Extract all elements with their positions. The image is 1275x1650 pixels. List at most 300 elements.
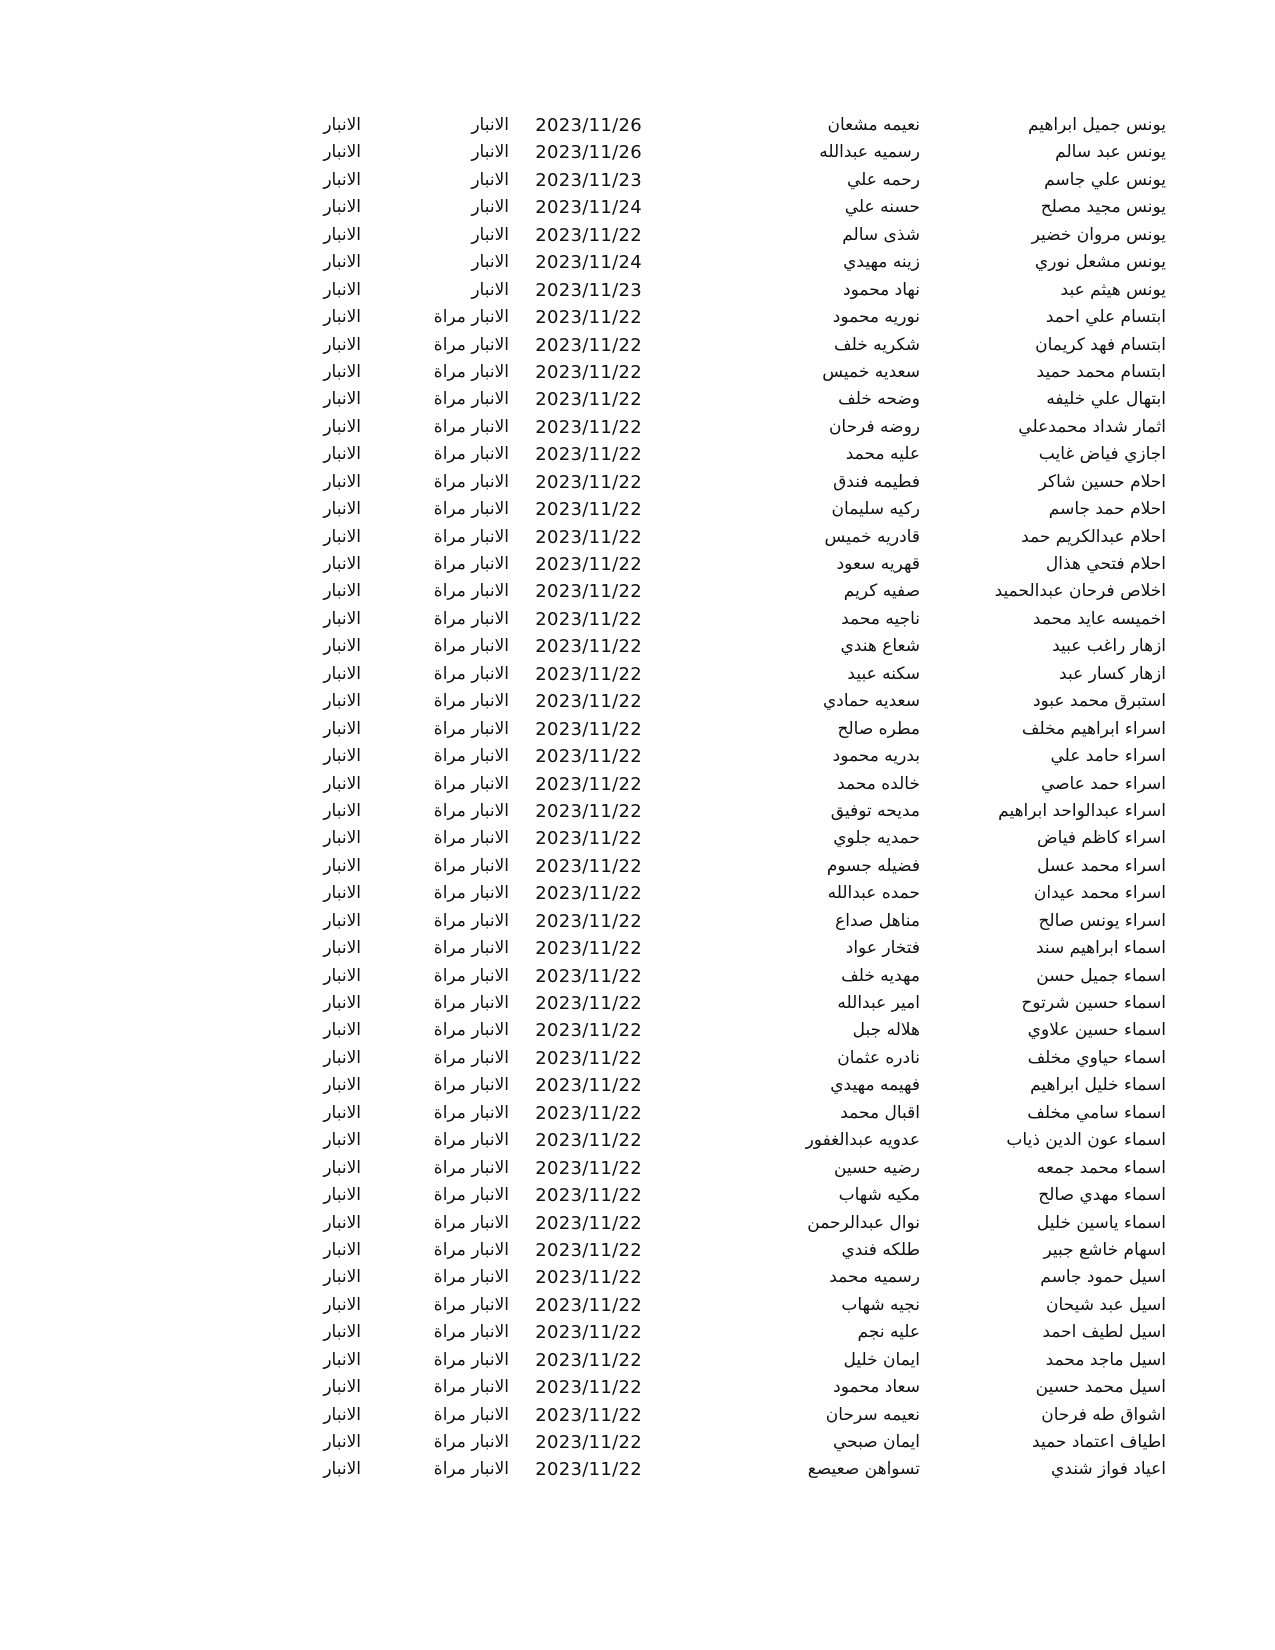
- category-cell: الانبار مراة: [433, 910, 509, 931]
- table-row: [0, 304, 1275, 331]
- full-name-cell: اسراء عبدالواحد ابراهيم: [998, 800, 1166, 821]
- mother-name-cell: خالده محمد: [837, 773, 920, 794]
- full-name-cell: اخميسه عايد محمد: [1032, 608, 1166, 629]
- mother-name-cell: ايمان صبحي: [832, 1432, 920, 1452]
- table-row: [0, 1017, 1275, 1044]
- governorate-cell: الانبار: [323, 389, 361, 410]
- mother-name-cell: شذى سالم: [842, 224, 920, 245]
- governorate-cell: الانبار: [323, 554, 361, 574]
- table-row: [0, 880, 1275, 907]
- governorate-cell: الانبار: [323, 608, 361, 629]
- category-cell: الانبار مراة: [433, 636, 509, 657]
- category-cell: الانبار مراة: [433, 444, 509, 465]
- date-cell: 2023/11/22: [535, 965, 642, 987]
- full-name-cell: استبرق محمد عبود: [1032, 691, 1166, 712]
- category-cell: الانبار مراة: [433, 389, 509, 410]
- mother-name-cell: رحمه علي: [846, 169, 920, 190]
- category-cell: الانبار: [471, 142, 509, 163]
- category-cell: الانبار مراة: [433, 1322, 509, 1343]
- table-row: [0, 1182, 1275, 1209]
- date-cell: 2023/11/22: [535, 608, 642, 630]
- table-row: [0, 496, 1275, 523]
- mother-name-cell: عليه نجم: [857, 1322, 920, 1343]
- mother-name-cell: مناهل صداع: [835, 910, 920, 931]
- category-cell: الانبار مراة: [433, 1020, 509, 1041]
- full-name-cell: اسماء سامي مخلف: [1027, 1102, 1166, 1123]
- full-name-cell: يونس علي جاسم: [1044, 169, 1166, 190]
- date-cell: 2023/11/24: [535, 252, 642, 274]
- category-cell: الانبار: [471, 224, 509, 245]
- governorate-cell: الانبار: [323, 1157, 361, 1178]
- mother-name-cell: روضه فرحان: [828, 416, 920, 437]
- mother-name-cell: امير عبدالله: [837, 993, 920, 1013]
- governorate-cell: الانبار: [323, 636, 361, 657]
- table-row: [0, 1155, 1275, 1182]
- category-cell: الانبار مراة: [433, 1075, 509, 1096]
- table-row: [0, 825, 1275, 852]
- date-cell: 2023/11/22: [535, 1432, 642, 1453]
- full-name-cell: اسراء ابراهيم مخلف: [1021, 718, 1166, 739]
- governorate-cell: الانبار: [323, 197, 361, 218]
- full-name-cell: اسيل ماجد محمد: [1045, 1349, 1166, 1370]
- date-cell: 2023/11/22: [535, 1075, 642, 1097]
- governorate-cell: الانبار: [323, 855, 361, 876]
- category-cell: الانبار مراة: [433, 993, 509, 1013]
- governorate-cell: الانبار: [323, 883, 361, 904]
- table-row: [0, 112, 1275, 139]
- table-row: [0, 551, 1275, 578]
- full-name-cell: اسماء ياسين خليل: [1036, 1212, 1166, 1233]
- full-name-cell: اسيل لطيف احمد: [1042, 1322, 1166, 1343]
- category-cell: الانبار مراة: [433, 1404, 509, 1425]
- category-cell: الانبار مراة: [433, 1432, 509, 1452]
- table-row: [0, 1347, 1275, 1374]
- date-cell: 2023/11/22: [535, 883, 642, 905]
- governorate-cell: الانبار: [323, 361, 361, 382]
- date-cell: 2023/11/22: [535, 1459, 642, 1481]
- full-name-cell: اسيل عبد شيحان: [1046, 1294, 1166, 1315]
- date-cell: 2023/11/24: [535, 197, 642, 219]
- full-name-cell: احلام حسين شاكر: [1038, 471, 1166, 492]
- date-cell: 2023/11/22: [535, 334, 642, 356]
- governorate-cell: الانبار: [323, 307, 361, 328]
- mother-name-cell: فتخار عواد: [845, 938, 920, 959]
- date-cell: 2023/11/22: [535, 1047, 642, 1069]
- full-name-cell: يونس مروان خضير: [1031, 224, 1166, 245]
- category-cell: الانبار مراة: [433, 938, 509, 959]
- date-cell: 2023/11/22: [535, 444, 642, 466]
- mother-name-cell: عليه محمد: [845, 444, 920, 465]
- mother-name-cell: نوال عبدالرحمن: [807, 1212, 920, 1233]
- category-cell: الانبار مراة: [433, 361, 509, 382]
- governorate-cell: الانبار: [323, 1020, 361, 1041]
- full-name-cell: اسراء حامد علي: [1050, 746, 1166, 767]
- mother-name-cell: سكنه عبيد: [847, 663, 920, 684]
- table-row: [0, 990, 1275, 1017]
- date-cell: 2023/11/22: [535, 526, 642, 548]
- category-cell: الانبار مراة: [433, 883, 509, 904]
- full-name-cell: احلام حمد جاسم: [1048, 499, 1166, 520]
- governorate-cell: الانبار: [323, 1404, 361, 1425]
- mother-name-cell: وضحه خلف: [838, 389, 920, 410]
- full-name-cell: اسماء حياوي مخلف: [1027, 1047, 1166, 1068]
- date-cell: 2023/11/26: [535, 115, 642, 136]
- mother-name-cell: رسميه محمد: [829, 1267, 920, 1288]
- governorate-cell: الانبار: [323, 1294, 361, 1315]
- mother-name-cell: نهاد محمود: [843, 279, 920, 300]
- full-name-cell: ابتهال علي خليفه: [1046, 389, 1166, 410]
- table-row: [0, 1429, 1275, 1456]
- category-cell: الانبار مراة: [433, 334, 509, 355]
- table-row: [0, 1072, 1275, 1099]
- governorate-cell: الانبار: [323, 828, 361, 849]
- category-cell: الانبار: [471, 115, 509, 135]
- date-cell: 2023/11/22: [535, 636, 642, 658]
- mother-name-cell: طلكه فندي: [841, 1239, 920, 1260]
- full-name-cell: ابتسام فهد كريمان: [1035, 334, 1166, 355]
- full-name-cell: اسماء حسين علاوي: [1027, 1020, 1166, 1041]
- mother-name-cell: سعديه حمادي: [822, 691, 920, 712]
- full-name-cell: اجازي فياض غايب: [1038, 444, 1166, 465]
- category-cell: الانبار مراة: [433, 1157, 509, 1178]
- full-name-cell: اسراء كاظم فياض: [1037, 828, 1166, 849]
- category-cell: الانبار: [471, 169, 509, 190]
- category-cell: الانبار مراة: [433, 855, 509, 876]
- table-row: [0, 469, 1275, 496]
- mother-name-cell: نجيه شهاب: [841, 1294, 920, 1315]
- date-cell: 2023/11/22: [535, 224, 642, 246]
- category-cell: الانبار مراة: [433, 828, 509, 849]
- mother-name-cell: سعاد محمود: [833, 1377, 920, 1398]
- table-row: [0, 139, 1275, 166]
- mother-name-cell: حمديه جلوي: [833, 828, 920, 849]
- full-name-cell: يونس جميل ابراهيم: [1027, 115, 1166, 135]
- table-row: [0, 1264, 1275, 1291]
- governorate-cell: الانبار: [323, 1102, 361, 1123]
- full-name-cell: يونس عبد سالم: [1055, 142, 1166, 163]
- category-cell: الانبار مراة: [433, 1130, 509, 1151]
- full-name-cell: اسيل حمود جاسم: [1040, 1267, 1166, 1288]
- date-cell: 2023/11/22: [535, 746, 642, 768]
- full-name-cell: ابتسام محمد حميد: [1036, 361, 1166, 382]
- date-cell: 2023/11/22: [535, 1377, 642, 1399]
- mother-name-cell: حسنه علي: [844, 197, 920, 218]
- category-cell: الانبار مراة: [433, 1239, 509, 1260]
- mother-name-cell: عدويه عبدالغفور: [805, 1130, 920, 1151]
- governorate-cell: الانبار: [323, 334, 361, 355]
- category-cell: الانبار مراة: [433, 663, 509, 684]
- mother-name-cell: سعديه خميس: [822, 361, 920, 382]
- mother-name-cell: مديحه توفيق: [830, 800, 920, 821]
- date-cell: 2023/11/22: [535, 1322, 642, 1344]
- date-cell: 2023/11/22: [535, 1020, 642, 1042]
- date-cell: 2023/11/22: [535, 361, 642, 383]
- governorate-cell: الانبار: [323, 1212, 361, 1233]
- mother-name-cell: قادريه خميس: [824, 526, 920, 547]
- date-cell: 2023/11/22: [535, 691, 642, 713]
- mother-name-cell: مطره صالح: [837, 718, 920, 739]
- date-cell: 2023/11/22: [535, 1212, 642, 1234]
- category-cell: الانبار مراة: [433, 718, 509, 739]
- governorate-cell: الانبار: [323, 1267, 361, 1288]
- date-cell: 2023/11/22: [535, 581, 642, 603]
- mother-name-cell: شكريه خلف: [834, 334, 920, 355]
- governorate-cell: الانبار: [323, 965, 361, 986]
- governorate-cell: الانبار: [323, 1075, 361, 1096]
- full-name-cell: اسماء خليل ابراهيم: [1030, 1075, 1166, 1096]
- table-row: [0, 1237, 1275, 1264]
- full-name-cell: ابتسام علي احمد: [1045, 307, 1166, 328]
- governorate-cell: الانبار: [323, 691, 361, 712]
- category-cell: الانبار مراة: [433, 1294, 509, 1315]
- category-cell: الانبار مراة: [433, 526, 509, 547]
- table-row: [0, 716, 1275, 743]
- governorate-cell: الانبار: [323, 1185, 361, 1206]
- governorate-cell: الانبار: [323, 910, 361, 931]
- category-cell: الانبار مراة: [433, 608, 509, 629]
- mother-name-cell: هلاله جبل: [852, 1020, 920, 1041]
- table-row: [0, 661, 1275, 688]
- governorate-cell: الانبار: [323, 471, 361, 492]
- date-cell: 2023/11/22: [535, 855, 642, 877]
- date-cell: 2023/11/22: [535, 828, 642, 850]
- governorate-cell: الانبار: [323, 526, 361, 547]
- table-row: [0, 222, 1275, 249]
- table-row: [0, 277, 1275, 304]
- full-name-cell: اسماء حسين شرتوح: [1021, 993, 1166, 1013]
- governorate-cell: الانبار: [323, 773, 361, 794]
- table-row: [0, 386, 1275, 413]
- mother-name-cell: رضيه حسين: [833, 1157, 920, 1178]
- date-cell: 2023/11/23: [535, 279, 642, 301]
- full-name-cell: اسهام خاشع جبير: [1043, 1239, 1166, 1260]
- mother-name-cell: ناجيه محمد: [841, 608, 920, 629]
- mother-name-cell: تسواهن صعيصع: [807, 1459, 920, 1480]
- date-cell: 2023/11/22: [535, 910, 642, 932]
- category-cell: الانبار مراة: [433, 746, 509, 767]
- table-row: [0, 1045, 1275, 1072]
- mother-name-cell: مهديه خلف: [841, 965, 920, 986]
- category-cell: الانبار مراة: [433, 416, 509, 437]
- category-cell: الانبار مراة: [433, 1102, 509, 1123]
- date-cell: 2023/11/22: [535, 993, 642, 1014]
- date-cell: 2023/11/22: [535, 773, 642, 795]
- table-row: [0, 1100, 1275, 1127]
- date-cell: 2023/11/22: [535, 1102, 642, 1124]
- table-row: [0, 414, 1275, 441]
- full-name-cell: اسماء جميل حسن: [1036, 965, 1166, 986]
- mother-name-cell: بدريه محمود: [832, 746, 920, 767]
- full-name-cell: اشواق طه فرحان: [1041, 1404, 1166, 1425]
- governorate-cell: الانبار: [323, 800, 361, 821]
- governorate-cell: الانبار: [323, 444, 361, 465]
- full-name-cell: يونس مجيد مصلح: [1040, 197, 1166, 218]
- date-cell: 2023/11/22: [535, 307, 642, 329]
- mother-name-cell: فهيمه مهيدي: [830, 1075, 920, 1096]
- full-name-cell: اسماء مهدي صالح: [1038, 1185, 1166, 1206]
- governorate-cell: الانبار: [323, 746, 361, 767]
- governorate-cell: الانبار: [323, 1239, 361, 1260]
- mother-name-cell: نادره عثمان: [837, 1047, 920, 1068]
- category-cell: الانبار مراة: [433, 691, 509, 712]
- table-row: [0, 1374, 1275, 1401]
- table-row: [0, 332, 1275, 359]
- date-cell: 2023/11/22: [535, 1185, 642, 1207]
- category-cell: الانبار مراة: [433, 471, 509, 492]
- table-row: [0, 524, 1275, 551]
- governorate-cell: الانبار: [323, 938, 361, 959]
- category-cell: الانبار مراة: [433, 773, 509, 794]
- table-row: [0, 606, 1275, 633]
- date-cell: 2023/11/22: [535, 1294, 642, 1316]
- date-cell: 2023/11/22: [535, 718, 642, 740]
- category-cell: الانبار مراة: [433, 1267, 509, 1288]
- governorate-cell: الانبار: [323, 1459, 361, 1480]
- governorate-cell: الانبار: [323, 142, 361, 163]
- date-cell: 2023/11/22: [535, 1239, 642, 1261]
- date-cell: 2023/11/22: [535, 471, 642, 493]
- full-name-cell: اسراء محمد عيدان: [1033, 883, 1166, 904]
- table-row: [0, 167, 1275, 194]
- category-cell: الانبار: [471, 197, 509, 218]
- table-row: [0, 194, 1275, 221]
- full-name-cell: يونس هيثم عبد: [1060, 279, 1166, 300]
- table-row: [0, 578, 1275, 605]
- governorate-cell: الانبار: [323, 169, 361, 190]
- full-name-cell: اسراء حمد عاصي: [1040, 773, 1166, 794]
- governorate-cell: الانبار: [323, 499, 361, 520]
- table-row: [0, 743, 1275, 770]
- governorate-cell: الانبار: [323, 718, 361, 739]
- full-name-cell: اخلاص فرحان عبدالحميد: [994, 581, 1166, 602]
- full-name-cell: احلام عبدالكريم حمد: [1021, 526, 1166, 547]
- table-row: [0, 633, 1275, 660]
- mother-name-cell: فطيمه فندق: [833, 471, 920, 492]
- full-name-cell: اطياف اعتماد حميد: [1032, 1432, 1166, 1452]
- category-cell: الانبار مراة: [433, 965, 509, 986]
- mother-name-cell: مكيه شهاب: [838, 1185, 920, 1206]
- mother-name-cell: قهريه سعود: [836, 554, 920, 574]
- mother-name-cell: شعاع هندي: [840, 636, 920, 657]
- table-row: [0, 441, 1275, 468]
- mother-name-cell: ايمان خليل: [843, 1349, 920, 1370]
- date-cell: 2023/11/22: [535, 554, 642, 575]
- governorate-cell: الانبار: [323, 279, 361, 300]
- date-cell: 2023/11/22: [535, 663, 642, 685]
- category-cell: الانبار مراة: [433, 800, 509, 821]
- mother-name-cell: صفيه كريم: [843, 581, 920, 602]
- table-row: [0, 935, 1275, 962]
- governorate-cell: الانبار: [323, 993, 361, 1013]
- date-cell: 2023/11/22: [535, 800, 642, 822]
- governorate-cell: الانبار: [323, 252, 361, 273]
- governorate-cell: الانبار: [323, 224, 361, 245]
- full-name-cell: اسماء محمد جمعه: [1036, 1157, 1166, 1178]
- category-cell: الانبار: [471, 252, 509, 273]
- full-name-cell: اسماء ابراهيم سند: [1035, 938, 1166, 959]
- category-cell: الانبار مراة: [433, 499, 509, 520]
- governorate-cell: الانبار: [323, 581, 361, 602]
- full-name-cell: اعياد فواز شندي: [1051, 1459, 1166, 1480]
- governorate-cell: الانبار: [323, 416, 361, 437]
- category-cell: الانبار مراة: [433, 554, 509, 574]
- governorate-cell: الانبار: [323, 1349, 361, 1370]
- mother-name-cell: زينه مهيدي: [843, 252, 920, 273]
- governorate-cell: الانبار: [323, 1047, 361, 1068]
- full-name-cell: اسيل محمد حسين: [1035, 1377, 1166, 1398]
- table-row: [0, 1292, 1275, 1319]
- category-cell: الانبار: [471, 279, 509, 300]
- date-cell: 2023/11/22: [535, 1267, 642, 1289]
- table-row: [0, 688, 1275, 715]
- full-name-cell: احلام فتحي هذال: [1045, 554, 1166, 574]
- table-row: [0, 908, 1275, 935]
- full-name-cell: اسماء عون الدين ذياب: [1006, 1130, 1166, 1151]
- mother-name-cell: ركيه سليمان: [831, 499, 920, 520]
- governorate-cell: الانبار: [323, 1322, 361, 1343]
- governorate-cell: الانبار: [323, 663, 361, 684]
- table-row: [0, 853, 1275, 880]
- category-cell: الانبار مراة: [433, 1377, 509, 1398]
- table-row: [0, 1127, 1275, 1154]
- date-cell: 2023/11/22: [535, 499, 642, 521]
- date-cell: 2023/11/22: [535, 416, 642, 438]
- table-row: [0, 249, 1275, 276]
- mother-name-cell: فضيله جسوم: [826, 855, 920, 876]
- table-row: [0, 1402, 1275, 1429]
- mother-name-cell: نوريه محمود: [832, 307, 920, 328]
- mother-name-cell: اقبال محمد: [840, 1102, 920, 1123]
- date-cell: 2023/11/23: [535, 169, 642, 191]
- table-row: [0, 1456, 1275, 1483]
- date-cell: 2023/11/26: [535, 142, 642, 164]
- category-cell: الانبار مراة: [433, 1212, 509, 1233]
- full-name-cell: اسراء يونس صالح: [1038, 910, 1166, 931]
- governorate-cell: الانبار: [323, 1432, 361, 1452]
- mother-name-cell: رسميه عبدالله: [819, 142, 920, 163]
- date-cell: 2023/11/22: [535, 1349, 642, 1371]
- records-table: [0, 112, 1275, 1484]
- table-row: [0, 963, 1275, 990]
- category-cell: الانبار مراة: [433, 1459, 509, 1480]
- date-cell: 2023/11/22: [535, 1130, 642, 1152]
- category-cell: الانبار مراة: [433, 1349, 509, 1370]
- full-name-cell: ازهار راغب عبيد: [1052, 636, 1166, 657]
- mother-name-cell: نعيمه مشعان: [827, 115, 920, 135]
- category-cell: الانبار مراة: [433, 581, 509, 602]
- table-row: [0, 1210, 1275, 1237]
- date-cell: 2023/11/22: [535, 389, 642, 411]
- full-name-cell: اسراء محمد عسل: [1037, 855, 1166, 876]
- mother-name-cell: حمده عبدالله: [827, 883, 920, 904]
- governorate-cell: الانبار: [323, 1130, 361, 1151]
- date-cell: 2023/11/22: [535, 1404, 642, 1426]
- full-name-cell: يونس مشعل نوري: [1034, 252, 1166, 273]
- table-row: [0, 359, 1275, 386]
- full-name-cell: اثمار شداد محمدعلي: [1018, 416, 1166, 437]
- date-cell: 2023/11/22: [535, 1157, 642, 1179]
- category-cell: الانبار مراة: [433, 1185, 509, 1206]
- category-cell: الانبار مراة: [433, 1047, 509, 1068]
- governorate-cell: الانبار: [323, 1377, 361, 1398]
- table-row: [0, 798, 1275, 825]
- date-cell: 2023/11/22: [535, 938, 642, 960]
- category-cell: الانبار مراة: [433, 307, 509, 328]
- governorate-cell: الانبار: [323, 115, 361, 135]
- mother-name-cell: نعيمه سرحان: [825, 1404, 920, 1425]
- table-row: [0, 771, 1275, 798]
- full-name-cell: ازهار كسار عبد: [1059, 663, 1166, 684]
